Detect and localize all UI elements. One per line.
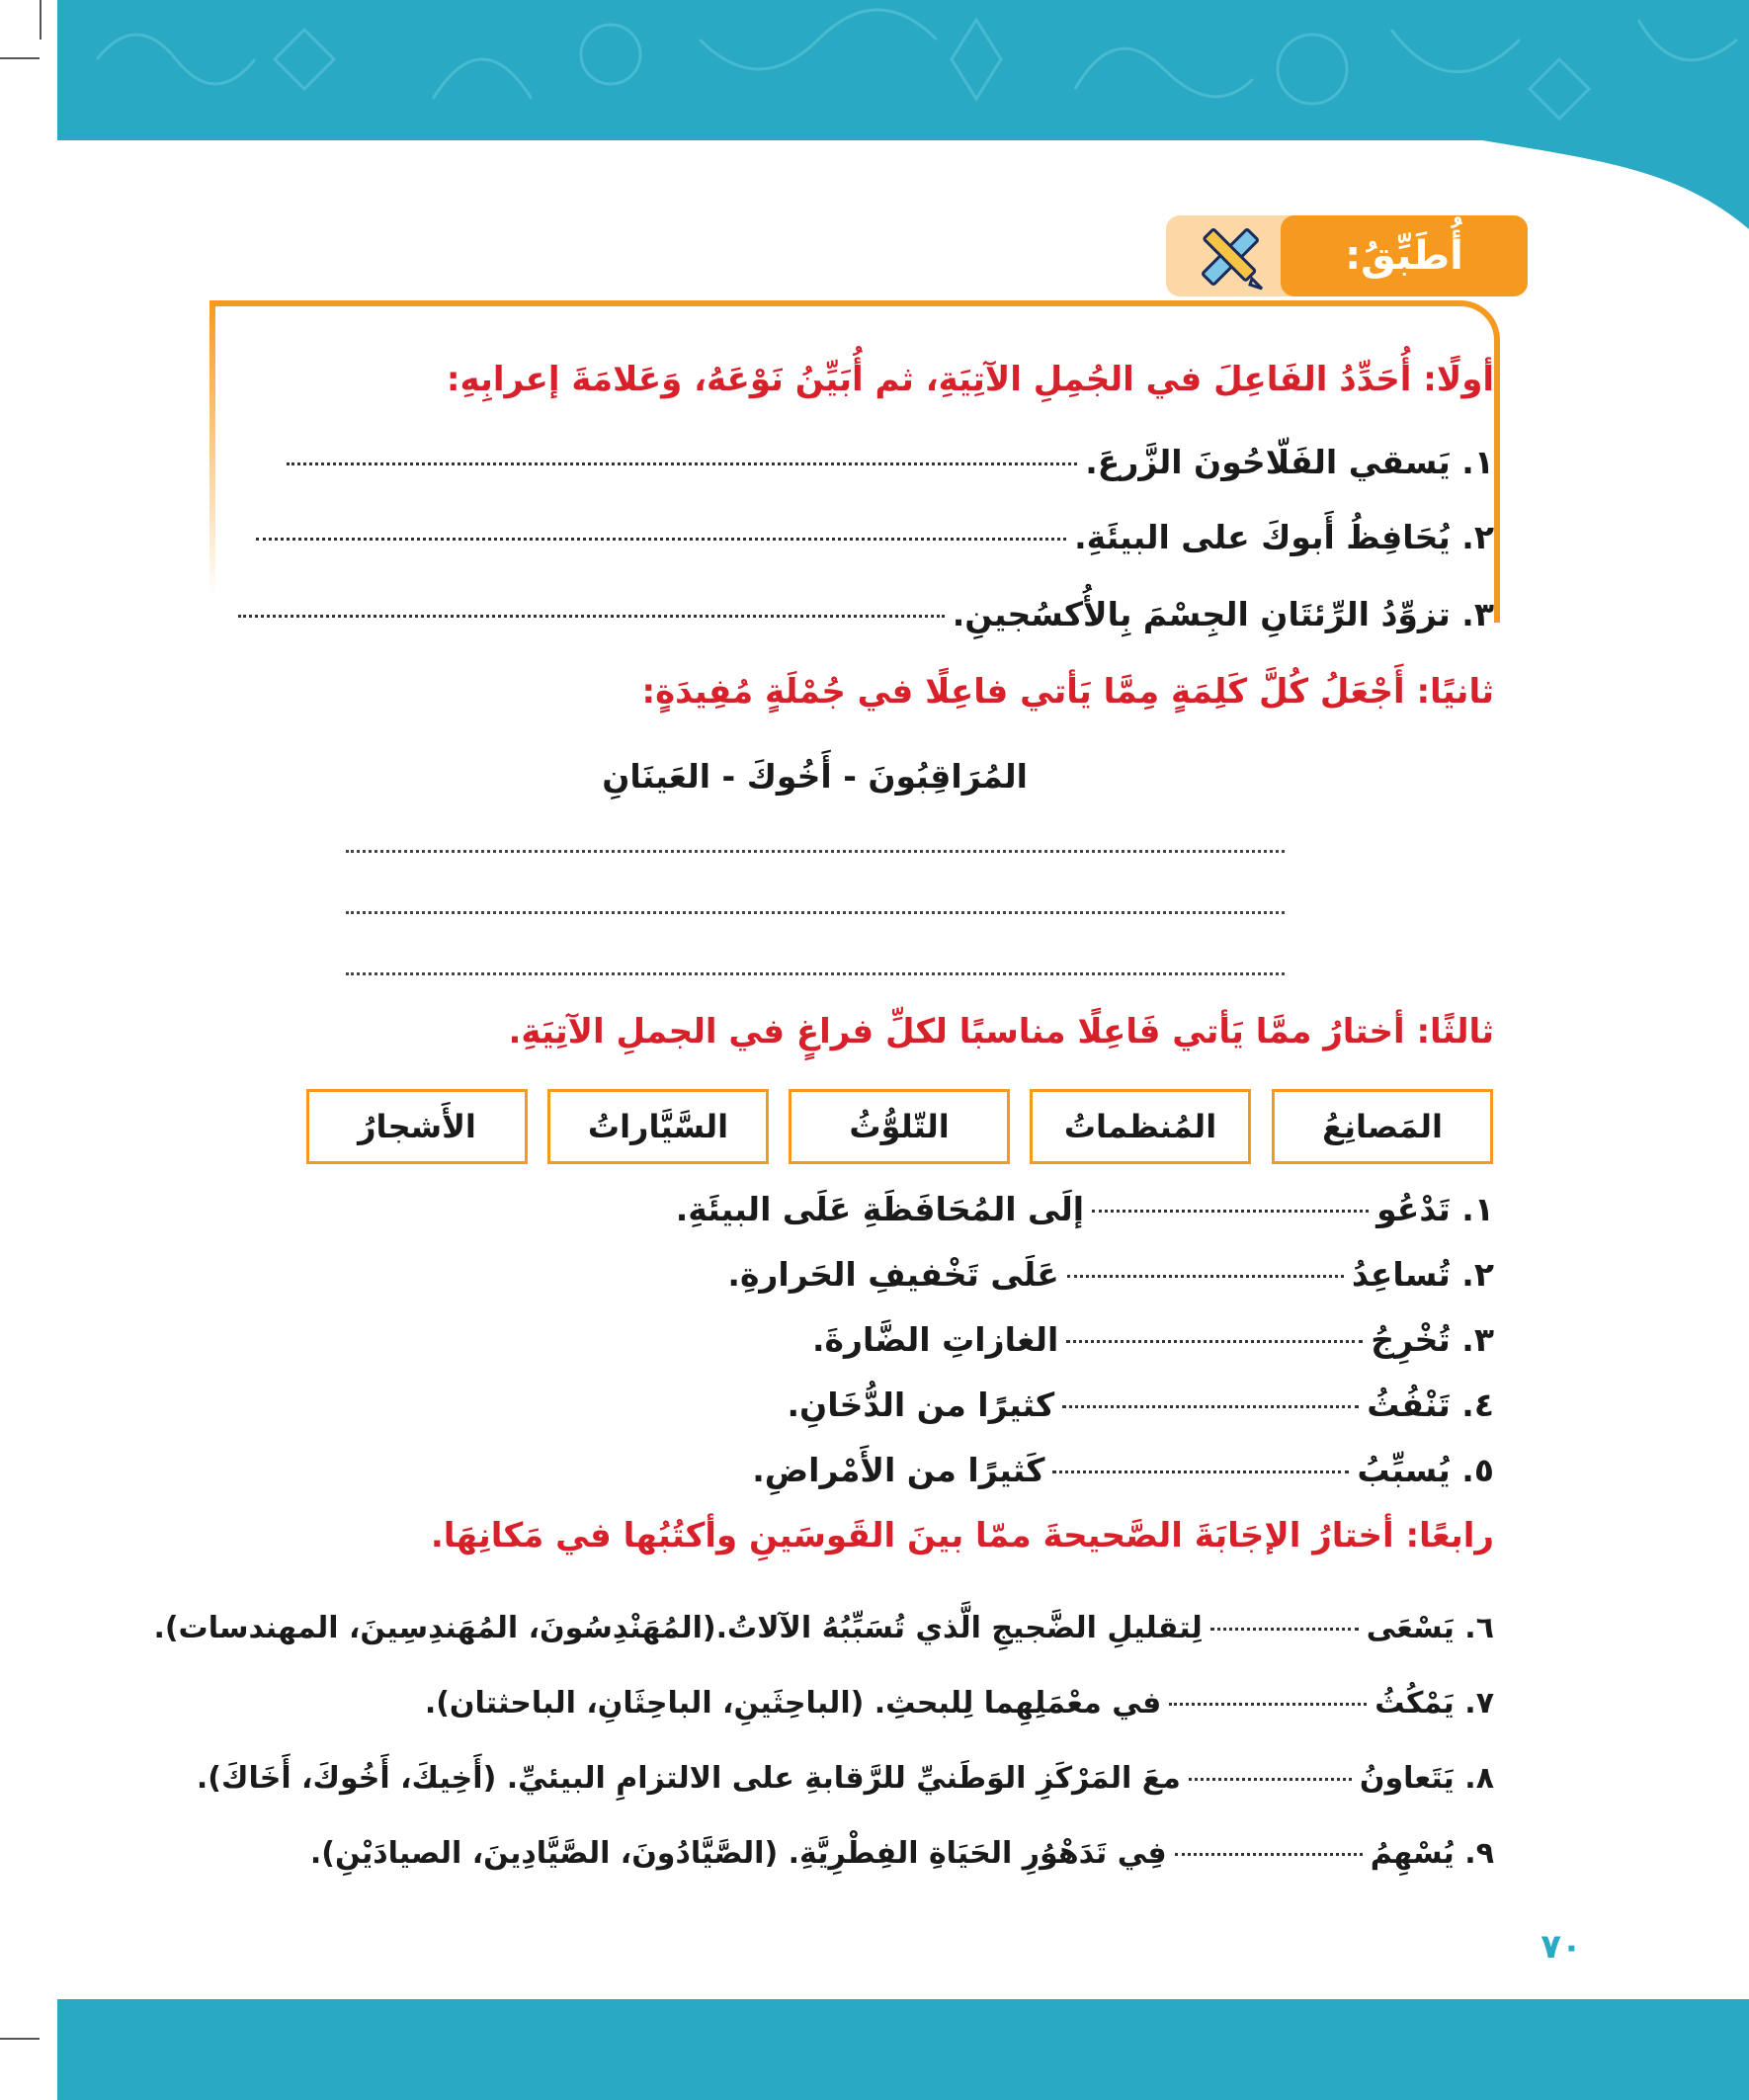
- section3-item-2: [727, 1255, 1494, 1294]
- word-bank-box: التّلوُّثُ: [789, 1089, 1010, 1164]
- item-verb: يُسْهِمُ: [1370, 1836, 1455, 1871]
- answer-blank[interactable]: [1066, 1340, 1363, 1343]
- answer-blank[interactable]: [1210, 1628, 1359, 1631]
- item-rest: كثيرًا من الدُّخَانِ.: [787, 1386, 1055, 1424]
- item-verb: تُساعِدُ: [1351, 1255, 1451, 1294]
- item-verb: يَمْكُثُ: [1374, 1686, 1455, 1721]
- section2-heading: ثانيًا: أَجْعَلُ كُلَّ كَلِمَةٍ مِمَّا يَأتي فاعِلًا في جُمْلَةٍ مُفِيدَةٍ:: [641, 672, 1494, 712]
- item-verb: تَدْعُو: [1376, 1190, 1451, 1228]
- section1-item-3: [230, 595, 1494, 633]
- header-band: [57, 0, 1749, 140]
- word-bank-box: الأَشجارُ: [306, 1089, 528, 1164]
- item-text: ١. يَسقي الفَلّاحُونَ الزَّرعَ.: [1085, 443, 1494, 481]
- item-number: ٢.: [1461, 1255, 1494, 1294]
- header-curve: [1482, 140, 1749, 229]
- writing-line[interactable]: [346, 911, 1285, 914]
- answer-blank[interactable]: [256, 538, 1066, 541]
- crop-mark: [0, 57, 40, 59]
- item-rest: إلَى المُحَافَظَةِ عَلَى البيئَةِ.: [675, 1190, 1085, 1228]
- writing-line[interactable]: [346, 850, 1285, 853]
- answer-blank[interactable]: [1175, 1853, 1363, 1856]
- header-tail: [1482, 140, 1749, 229]
- item-rest: كَثيرًا من الأَمْراضِ.: [752, 1451, 1045, 1489]
- answer-blank[interactable]: [238, 615, 945, 618]
- item-number: ١.: [1461, 1190, 1494, 1228]
- crop-mark: [0, 2038, 40, 2040]
- answer-blank[interactable]: [1189, 1778, 1352, 1781]
- section3-item-3: [812, 1320, 1494, 1359]
- section4-item-7: [425, 1686, 1494, 1721]
- item-verb: يَتَعاونُ: [1359, 1761, 1455, 1796]
- item-verb: تُخْرِجُ: [1371, 1320, 1451, 1359]
- item-number: ٦.: [1464, 1611, 1494, 1645]
- item-number: ٥.: [1461, 1451, 1494, 1489]
- section1-item-1: [279, 443, 1494, 481]
- section-title-tab: [1281, 215, 1528, 296]
- item-rest: في معْمَلِهِما لِلبحثِ. (الباحِثَينِ، الباحِثَانِ، الباحثتان).: [424, 1686, 1162, 1721]
- exercise-frame-left: [209, 300, 215, 597]
- item-verb: يَسْعَى: [1366, 1611, 1455, 1645]
- section2-words: المُرَاقِبُونَ - أَخُوكَ - العَينَانِ: [602, 757, 1028, 796]
- item-rest: فِي تَدَهْوُرِ الحَيَاةِ الفِطْرِيَّةِ. (الصَّيَّادُونَ، الصَّيَّادِينَ، الصيادَيْنِ).: [309, 1836, 1167, 1871]
- section1-item-2: [248, 518, 1494, 556]
- section1-heading: أولًا: أُحَدِّدُ الفَاعِلَ في الجُمِلِ الآتِيَةِ، ثم أُبَيِّنُ نَوْعَهُ، وَعَلامَةَ إعرابِهِ:: [446, 360, 1494, 399]
- answer-blank[interactable]: [287, 462, 1077, 465]
- item-rest: معَ المَرْكَزِ الوَطَنيِّ للرَّقابةِ على الالتزامِ البيئيِّ. (أَخِيكَ، أَخُوكَ، أَخَاكَ).: [196, 1761, 1181, 1796]
- item-text: ٣. تزوِّدُ الرِّئتَانِ الجِسْمَ بِالأُكسُجينِ.: [952, 595, 1494, 633]
- section4-item-9: [310, 1836, 1494, 1871]
- writing-line[interactable]: [346, 972, 1285, 975]
- answer-blank[interactable]: [1052, 1470, 1349, 1473]
- word-bank-box: السَّيَّاراتُ: [547, 1089, 769, 1164]
- item-number: ٧.: [1464, 1686, 1494, 1721]
- item-number: ٣.: [1461, 1320, 1494, 1359]
- section3-item-1: [676, 1190, 1494, 1228]
- item-verb: تَنْفُثُ: [1367, 1386, 1451, 1424]
- item-rest: الغازاتِ الضَّارةَ.: [811, 1320, 1059, 1359]
- section3-item-4: [788, 1386, 1494, 1424]
- ruler-pencil-icon: [1191, 219, 1270, 294]
- section4-item-8: [197, 1761, 1494, 1796]
- answer-blank[interactable]: [1067, 1275, 1344, 1278]
- item-number: ٩.: [1464, 1836, 1494, 1871]
- word-bank-box: المَصانِعُ: [1272, 1089, 1493, 1164]
- decorative-pattern: [57, 0, 1749, 140]
- crop-mark: [40, 0, 42, 40]
- answer-blank[interactable]: [1169, 1703, 1367, 1706]
- page-number: ٧٠: [1541, 1927, 1582, 1967]
- answer-blank[interactable]: [1062, 1405, 1359, 1408]
- item-text: ٢. يُحَافِظُ أَبوكَ على البيئَةِ.: [1074, 518, 1494, 556]
- item-rest: عَلَى تَخْفيفِ الحَرارةِ.: [727, 1255, 1059, 1294]
- section4-heading: رابعًا: أختارُ الإجَابَةَ الصَّحيحةَ ممّا بينَ القَوسَينِ وأكتُبُها في مَكانِهَا.: [430, 1516, 1494, 1555]
- item-number: ٤.: [1461, 1386, 1494, 1424]
- item-verb: يُسبِّبُ: [1357, 1451, 1451, 1489]
- word-bank-box: المُنظماتُ: [1030, 1089, 1251, 1164]
- item-rest: لِتقليلِ الضَّجيجِ الَّذي تُسَبِّبُهُ الآلاتُ.(المُهَنْدِسُونَ، المُهَندِسِينَ، المهندسات).: [153, 1611, 1203, 1645]
- footer-band: [57, 1999, 1749, 2100]
- answer-blank[interactable]: [1092, 1210, 1369, 1213]
- section3-item-5: [752, 1451, 1494, 1489]
- section4-item-6: [153, 1611, 1494, 1645]
- section-title: أُطَبِّقُ:: [1345, 233, 1463, 279]
- section3-heading: ثالثًا: أختارُ ممَّا يَأتي فَاعِلًا مناسبًا لكلِّ فراغٍ في الجملِ الآتِيَةِ.: [508, 1012, 1494, 1051]
- item-number: ٨.: [1464, 1761, 1494, 1796]
